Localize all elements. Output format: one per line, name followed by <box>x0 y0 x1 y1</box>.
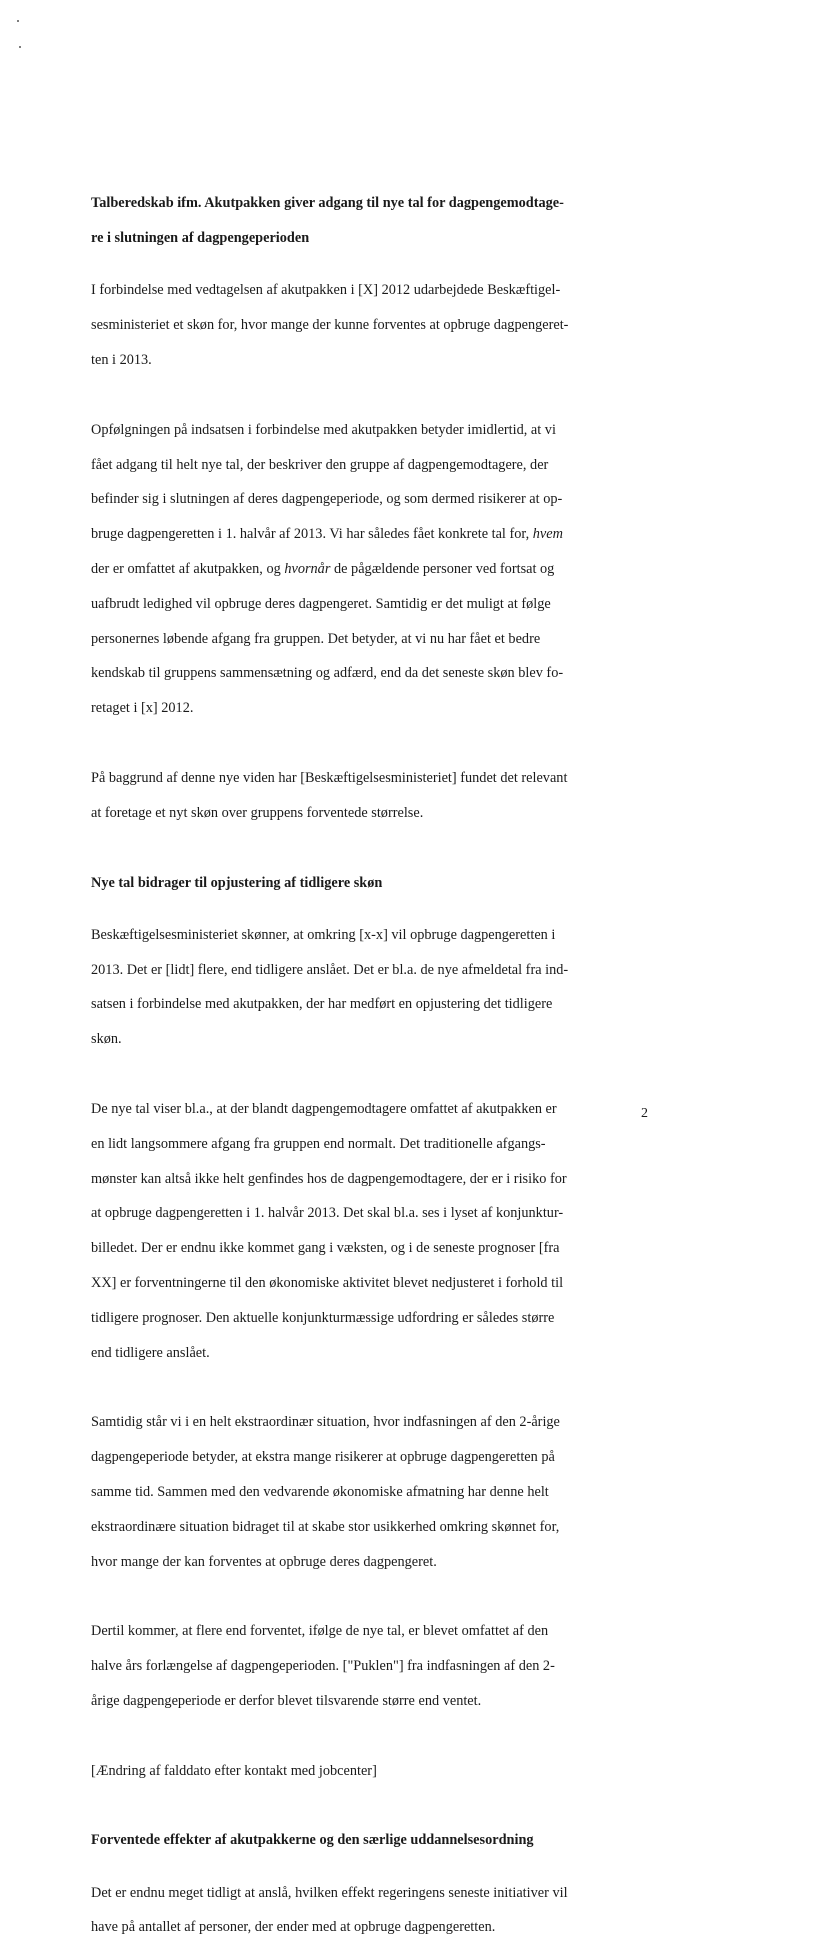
text-line: billedet. Der er endnu ikke kommet gang i væksten, og i de seneste prognoser [fra <box>91 1240 560 1257</box>
paragraph <box>91 1745 611 1797</box>
text-line: fået adgang til helt nye tal, der beskriver den gruppe af dagpengemodtagere, der <box>91 456 549 473</box>
scan-speck <box>17 20 19 22</box>
section-heading <box>91 1815 611 1867</box>
text-line: Dertil kommer, at flere end forventet, ifølge de nye tal, er blevet omfattet af den <box>91 1623 549 1640</box>
text-line: have på antallet af personer, der ender med at opbruge dagpengeretten. <box>91 1919 496 1936</box>
section-talberedskab <box>91 178 611 840</box>
text-line: Det er endnu meget tidligt at anslå, hvilken effekt regeringens seneste initiativer vil <box>91 1884 568 1901</box>
page-number: 2 <box>641 1106 648 1121</box>
text-line: personernes løbende afgang fra gruppen. Det betyder, at vi nu har fået et bedre <box>91 630 541 647</box>
text-line: sesministeriet et skøn for, hvor mange der kunne forventes at opbruge dagpengeret- <box>91 317 569 334</box>
text-line: Opfølgningen på indsatsen i forbindelse med akutpakken betyder imidlertid, at vi <box>91 421 556 438</box>
text-line: tidligere prognoser. Den aktuelle konjunkturmæssige udfordring er således større <box>91 1309 555 1326</box>
text-line: der er omfattet af akutpakken, og hvornår de pågældende personer ved fortsat og <box>91 561 555 578</box>
paragraph <box>91 909 611 1066</box>
text-line: De nye tal viser bl.a., at der blandt dagpengemodtagere omfattet af akutpakken er <box>91 1100 557 1117</box>
text-line: skøn. <box>91 1031 122 1048</box>
section-heading <box>91 178 611 265</box>
paragraph <box>91 1867 611 1954</box>
text-line: bruge dagpengeretten i 1. halvår af 2013. Vi har således fået konkrete tal for, hvem <box>91 526 563 543</box>
text-line: Beskæftigelsesministeriet skønner, at omkring [x-x] vil opbruge dagpengeretten i <box>91 926 556 943</box>
section-heading <box>91 857 611 909</box>
paragraph <box>91 1397 611 1588</box>
section-nye-tal <box>91 857 611 1797</box>
text-line: retaget i [x] 2012. <box>91 700 194 717</box>
text-line: dagpengeperiode betyder, at ekstra mange risikerer at opbruge dagpengeretten på <box>91 1449 555 1466</box>
text-line: [Ændring af falddato efter kontakt med jobcenter] <box>91 1762 377 1779</box>
heading-line: re i slutningen af dagpengeperioden <box>91 230 310 247</box>
text-line: årige dagpengeperiode er derfor blevet tilsvarende større end ventet. <box>91 1692 482 1709</box>
scan-speck <box>19 46 21 48</box>
text-line: at opbruge dagpengeretten i 1. halvår 2013. Det skal bl.a. ses i lyset af konjunktur- <box>91 1205 564 1222</box>
document-body <box>91 178 611 1954</box>
text-line: samme tid. Sammen med den vedvarende økonomiske afmatning har denne helt <box>91 1483 549 1500</box>
text-line: Samtidig står vi i en helt ekstraordinær situation, hvor indfasningen af den 2-årige <box>91 1414 560 1431</box>
paragraph <box>91 1606 611 1728</box>
text-line: befinder sig i slutningen af deres dagpengeperiode, og som dermed risikerer at op- <box>91 491 563 508</box>
text-line: ekstraordinære situation bidraget til at skabe stor usikkerhed omkring skønnet for, <box>91 1518 560 1535</box>
text-line: I forbindelse med vedtagelsen af akutpakken i [X] 2012 udarbejdede Beskæftigel- <box>91 282 561 299</box>
heading-line: Talberedskab ifm. Akutpakken giver adgang til nye tal for dagpengemodtage- <box>91 195 564 212</box>
paragraph <box>91 1084 611 1380</box>
text-line: ten i 2013. <box>91 352 152 369</box>
text-line: mønster kan altså ikke helt genfindes hos de dagpengemodtagere, der er i risiko for <box>91 1170 567 1187</box>
text-line: at foretage et nyt skøn over gruppens forventede størrelse. <box>91 804 424 821</box>
heading-line: Forventede effekter af akutpakkerne og den særlige uddannelsesordning <box>91 1832 534 1849</box>
text-line: kendskab til gruppens sammensætning og adfærd, end da det seneste skøn blev fo- <box>91 665 564 682</box>
paragraph <box>91 404 611 735</box>
text-line: end tidligere anslået. <box>91 1344 210 1361</box>
paragraph <box>91 265 611 387</box>
text-line: hvor mange der kan forventes at opbruge deres dagpengeret. <box>91 1553 437 1570</box>
paragraph <box>91 753 611 840</box>
text-line: 2013. Det er [lidt] flere, end tidligere anslået. Det er bl.a. de nye afmeldetal fra ind- <box>91 961 569 978</box>
text-line: halve års forlængelse af dagpengeperioden. ["Puklen"] fra indfasningen af den 2- <box>91 1658 555 1675</box>
heading-line: Nye tal bidrager til opjustering af tidligere skøn <box>91 874 383 891</box>
text-line: På baggrund af denne nye viden har [Beskæftigelsesministeriet] fundet det relevant <box>91 770 568 786</box>
section-forventede-effekter <box>91 1815 611 1954</box>
text-line: satsen i forbindelse med akutpakken, der har medført en opjustering det tidligere <box>91 996 553 1013</box>
text-line: en lidt langsommere afgang fra gruppen end normalt. Det traditionelle afgangs- <box>91 1135 546 1152</box>
text-line: XX] er forventningerne til den økonomiske aktivitet blevet nedjusteret i forhold til <box>91 1274 564 1291</box>
text-line: uafbrudt ledighed vil opbruge deres dagpengeret. Samtidig er det muligt at følge <box>91 595 551 612</box>
